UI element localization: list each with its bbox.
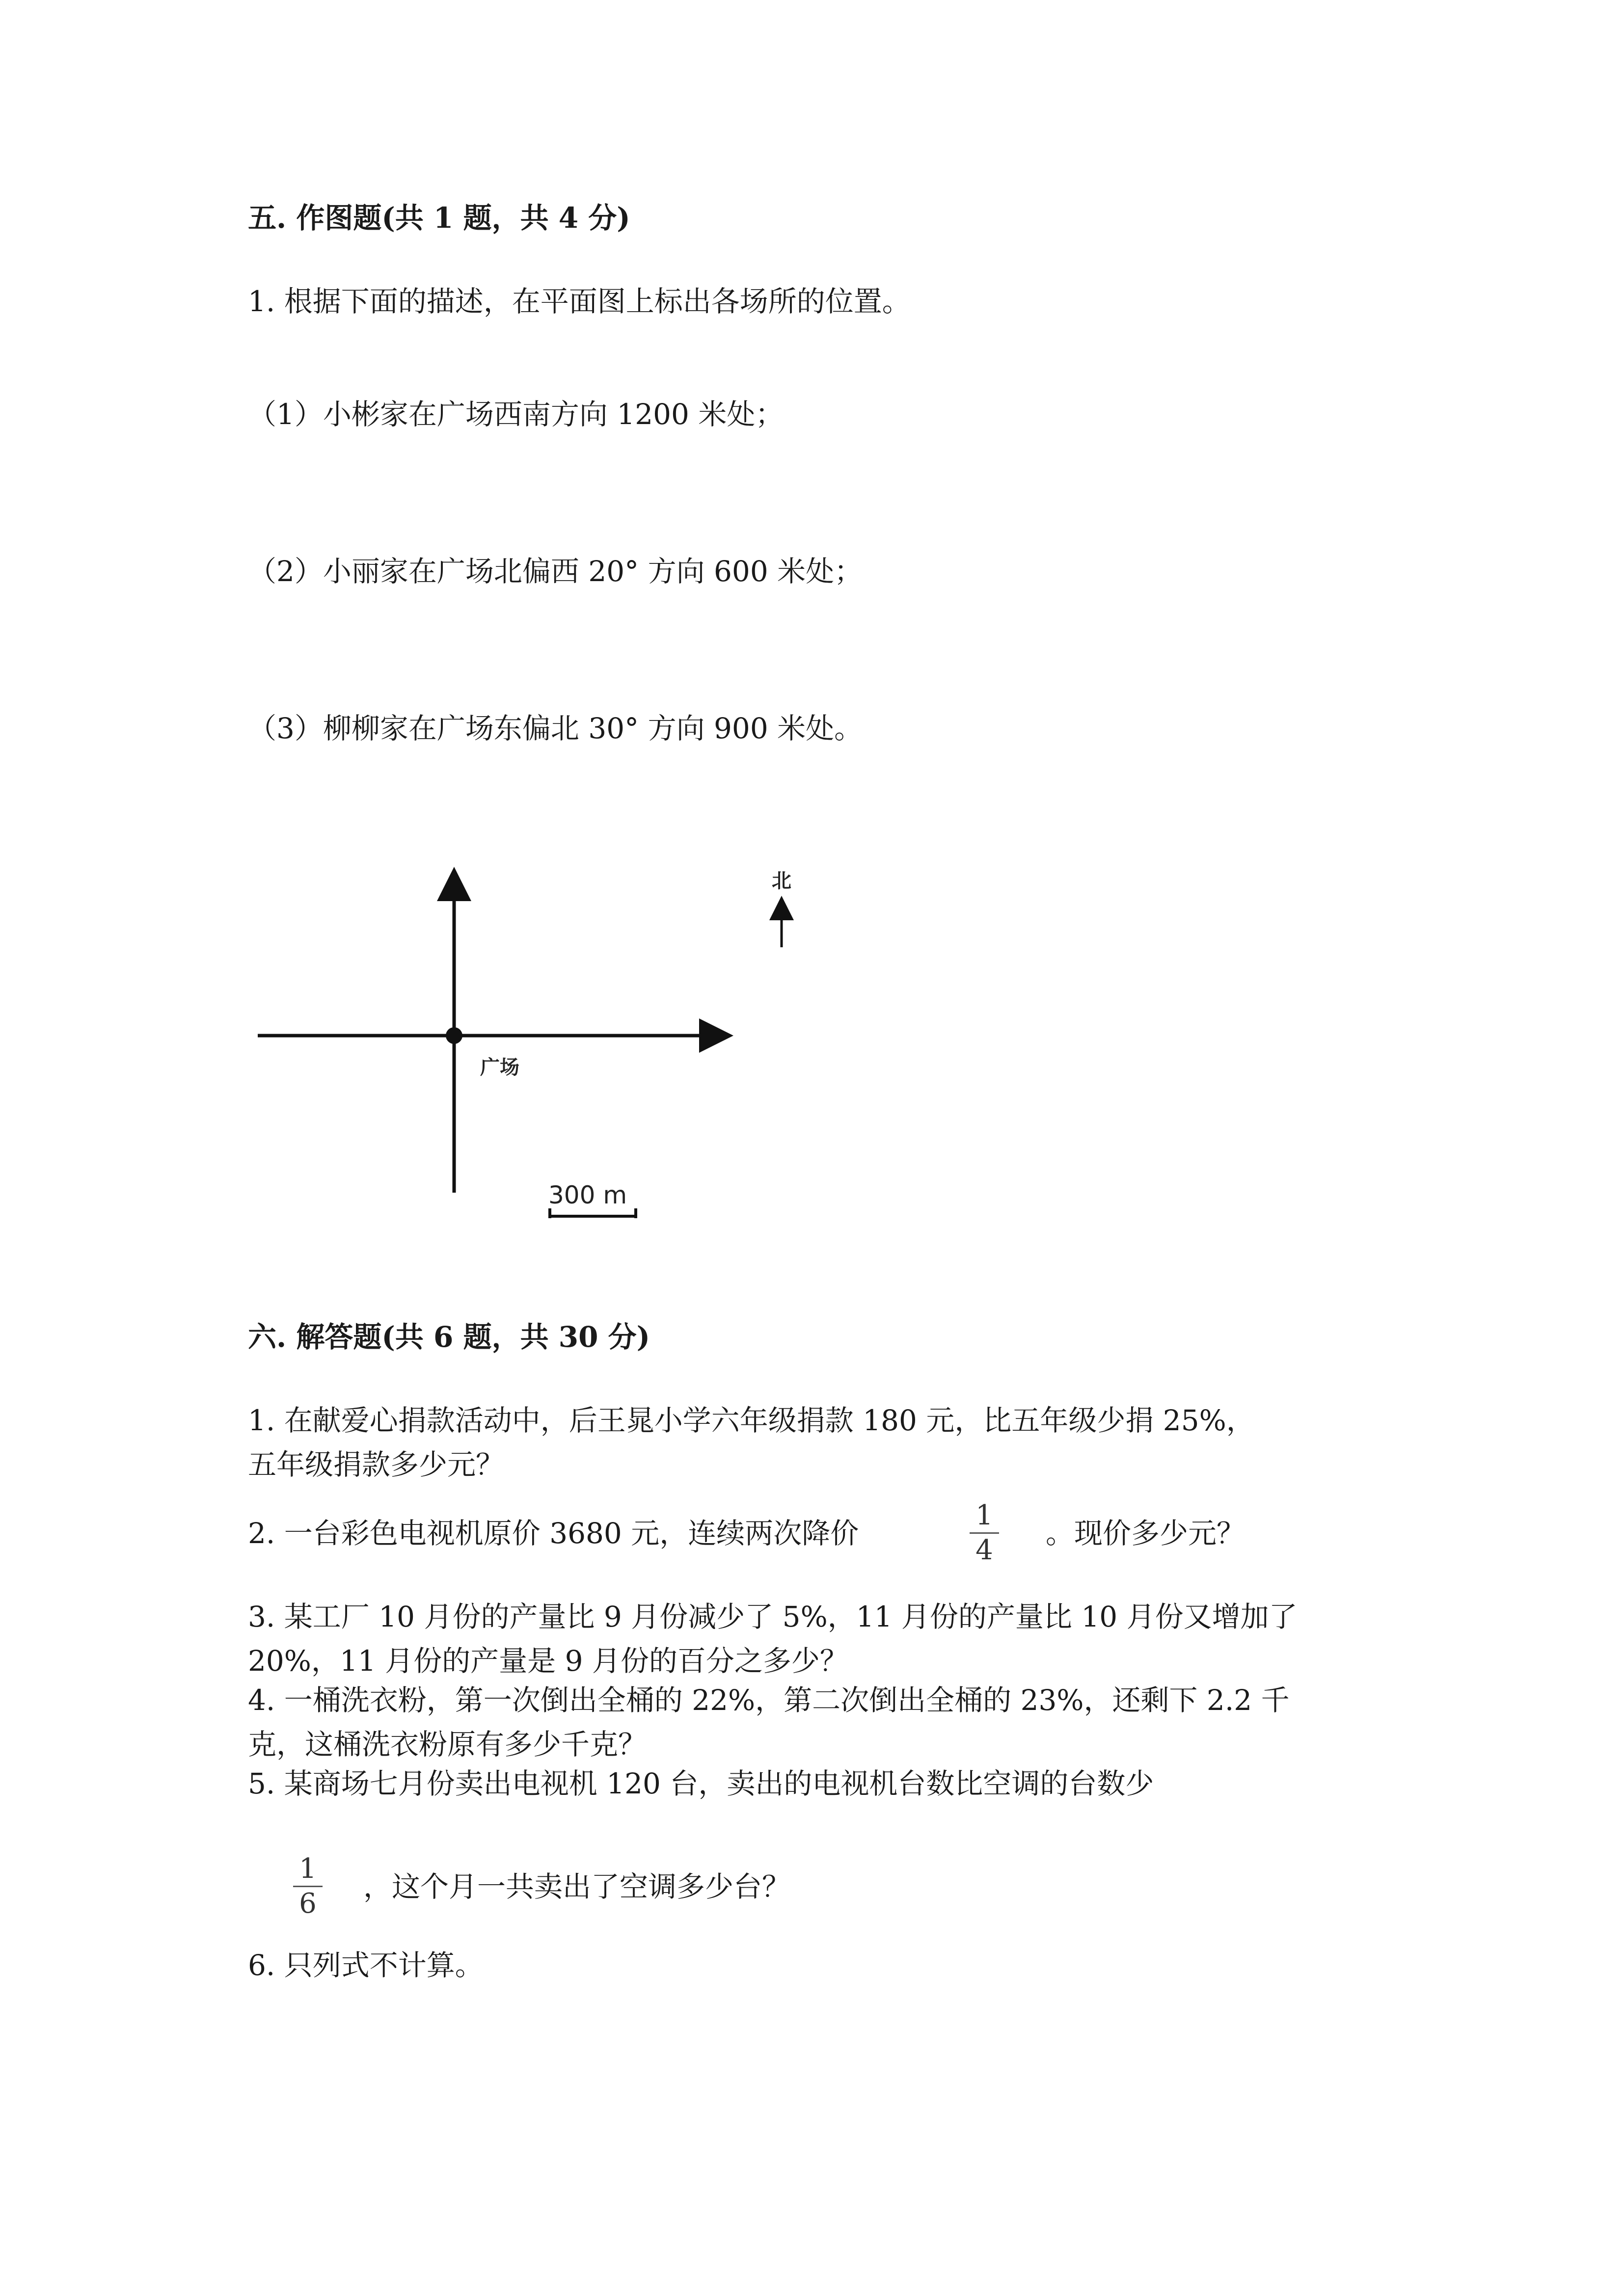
question-6-5-line-1: 5. 某商场七月份卖出电视机 120 台，卖出的电视机台数比空调的台数少 bbox=[248, 1767, 1154, 1800]
question-6-5-fraction bbox=[293, 1854, 323, 1919]
question-1-item-1: （1）小彬家在广场西南方向 1200 米处； bbox=[248, 398, 784, 431]
question-6-3-line-2: 20%，11 月份的产量是 9 月份的百分之多少？ bbox=[248, 1644, 848, 1678]
center-point bbox=[446, 1027, 462, 1044]
north-label: 北 bbox=[772, 870, 791, 892]
fraction-denominator: 6 bbox=[299, 1888, 317, 1920]
question-6-2-after: 。现价多少元？ bbox=[1046, 1517, 1245, 1550]
scale-label: 300 m bbox=[548, 1181, 627, 1209]
question-1-item-3: （3）柳柳家在广场东偏北 30° 方向 900 米处。 bbox=[248, 712, 863, 745]
center-label: 广场 bbox=[480, 1056, 519, 1079]
question-6-1-line-2: 五年级捐款多少元？ bbox=[248, 1448, 505, 1481]
fraction-numerator: 1 bbox=[975, 1499, 993, 1531]
section-title-drawing: 五. 作图题(共 1 题，共 4 分) bbox=[248, 201, 630, 235]
question-6-2-fraction bbox=[970, 1501, 999, 1565]
scale-bar bbox=[550, 1208, 636, 1218]
fraction-bar bbox=[293, 1886, 323, 1887]
question-6-6: 6. 只列式不计算。 bbox=[248, 1949, 484, 1982]
fraction-numerator: 1 bbox=[299, 1853, 317, 1885]
question-6-4-line-1: 4. 一桶洗衣粉，第一次倒出全桶的 22%，第二次倒出全桶的 23%，还剩下 2.2 千 bbox=[248, 1683, 1290, 1717]
question-6-2-before: 2. 一台彩色电视机原价 3680 元，连续两次降价 bbox=[248, 1517, 859, 1550]
question-6-1-line-1: 1. 在献爱心捐款活动中，后王晁小学六年级捐款 180 元，比五年级少捐 25%， bbox=[248, 1404, 1255, 1437]
question-6-5-line-2: ，这个月一共卖出了空调多少台？ bbox=[363, 1870, 791, 1903]
fraction-bar bbox=[970, 1532, 999, 1534]
question-6-4-line-2: 克，这桶洗衣粉原有多少千克？ bbox=[248, 1728, 647, 1761]
fraction-denominator: 4 bbox=[975, 1534, 993, 1566]
question-1-prompt: 1. 根据下面的描述，在平面图上标出各场所的位置。 bbox=[248, 285, 911, 318]
question-1-item-2: （2）小丽家在广场北偏西 20° 方向 600 米处； bbox=[248, 555, 863, 588]
section-title-answer: 六. 解答题(共 6 题，共 30 分) bbox=[248, 1320, 650, 1354]
question-6-3-line-1: 3. 某工厂 10 月份的产量比 9 月份减少了 5%，11 月份的产量比 10 月份又增加了 bbox=[248, 1600, 1298, 1633]
